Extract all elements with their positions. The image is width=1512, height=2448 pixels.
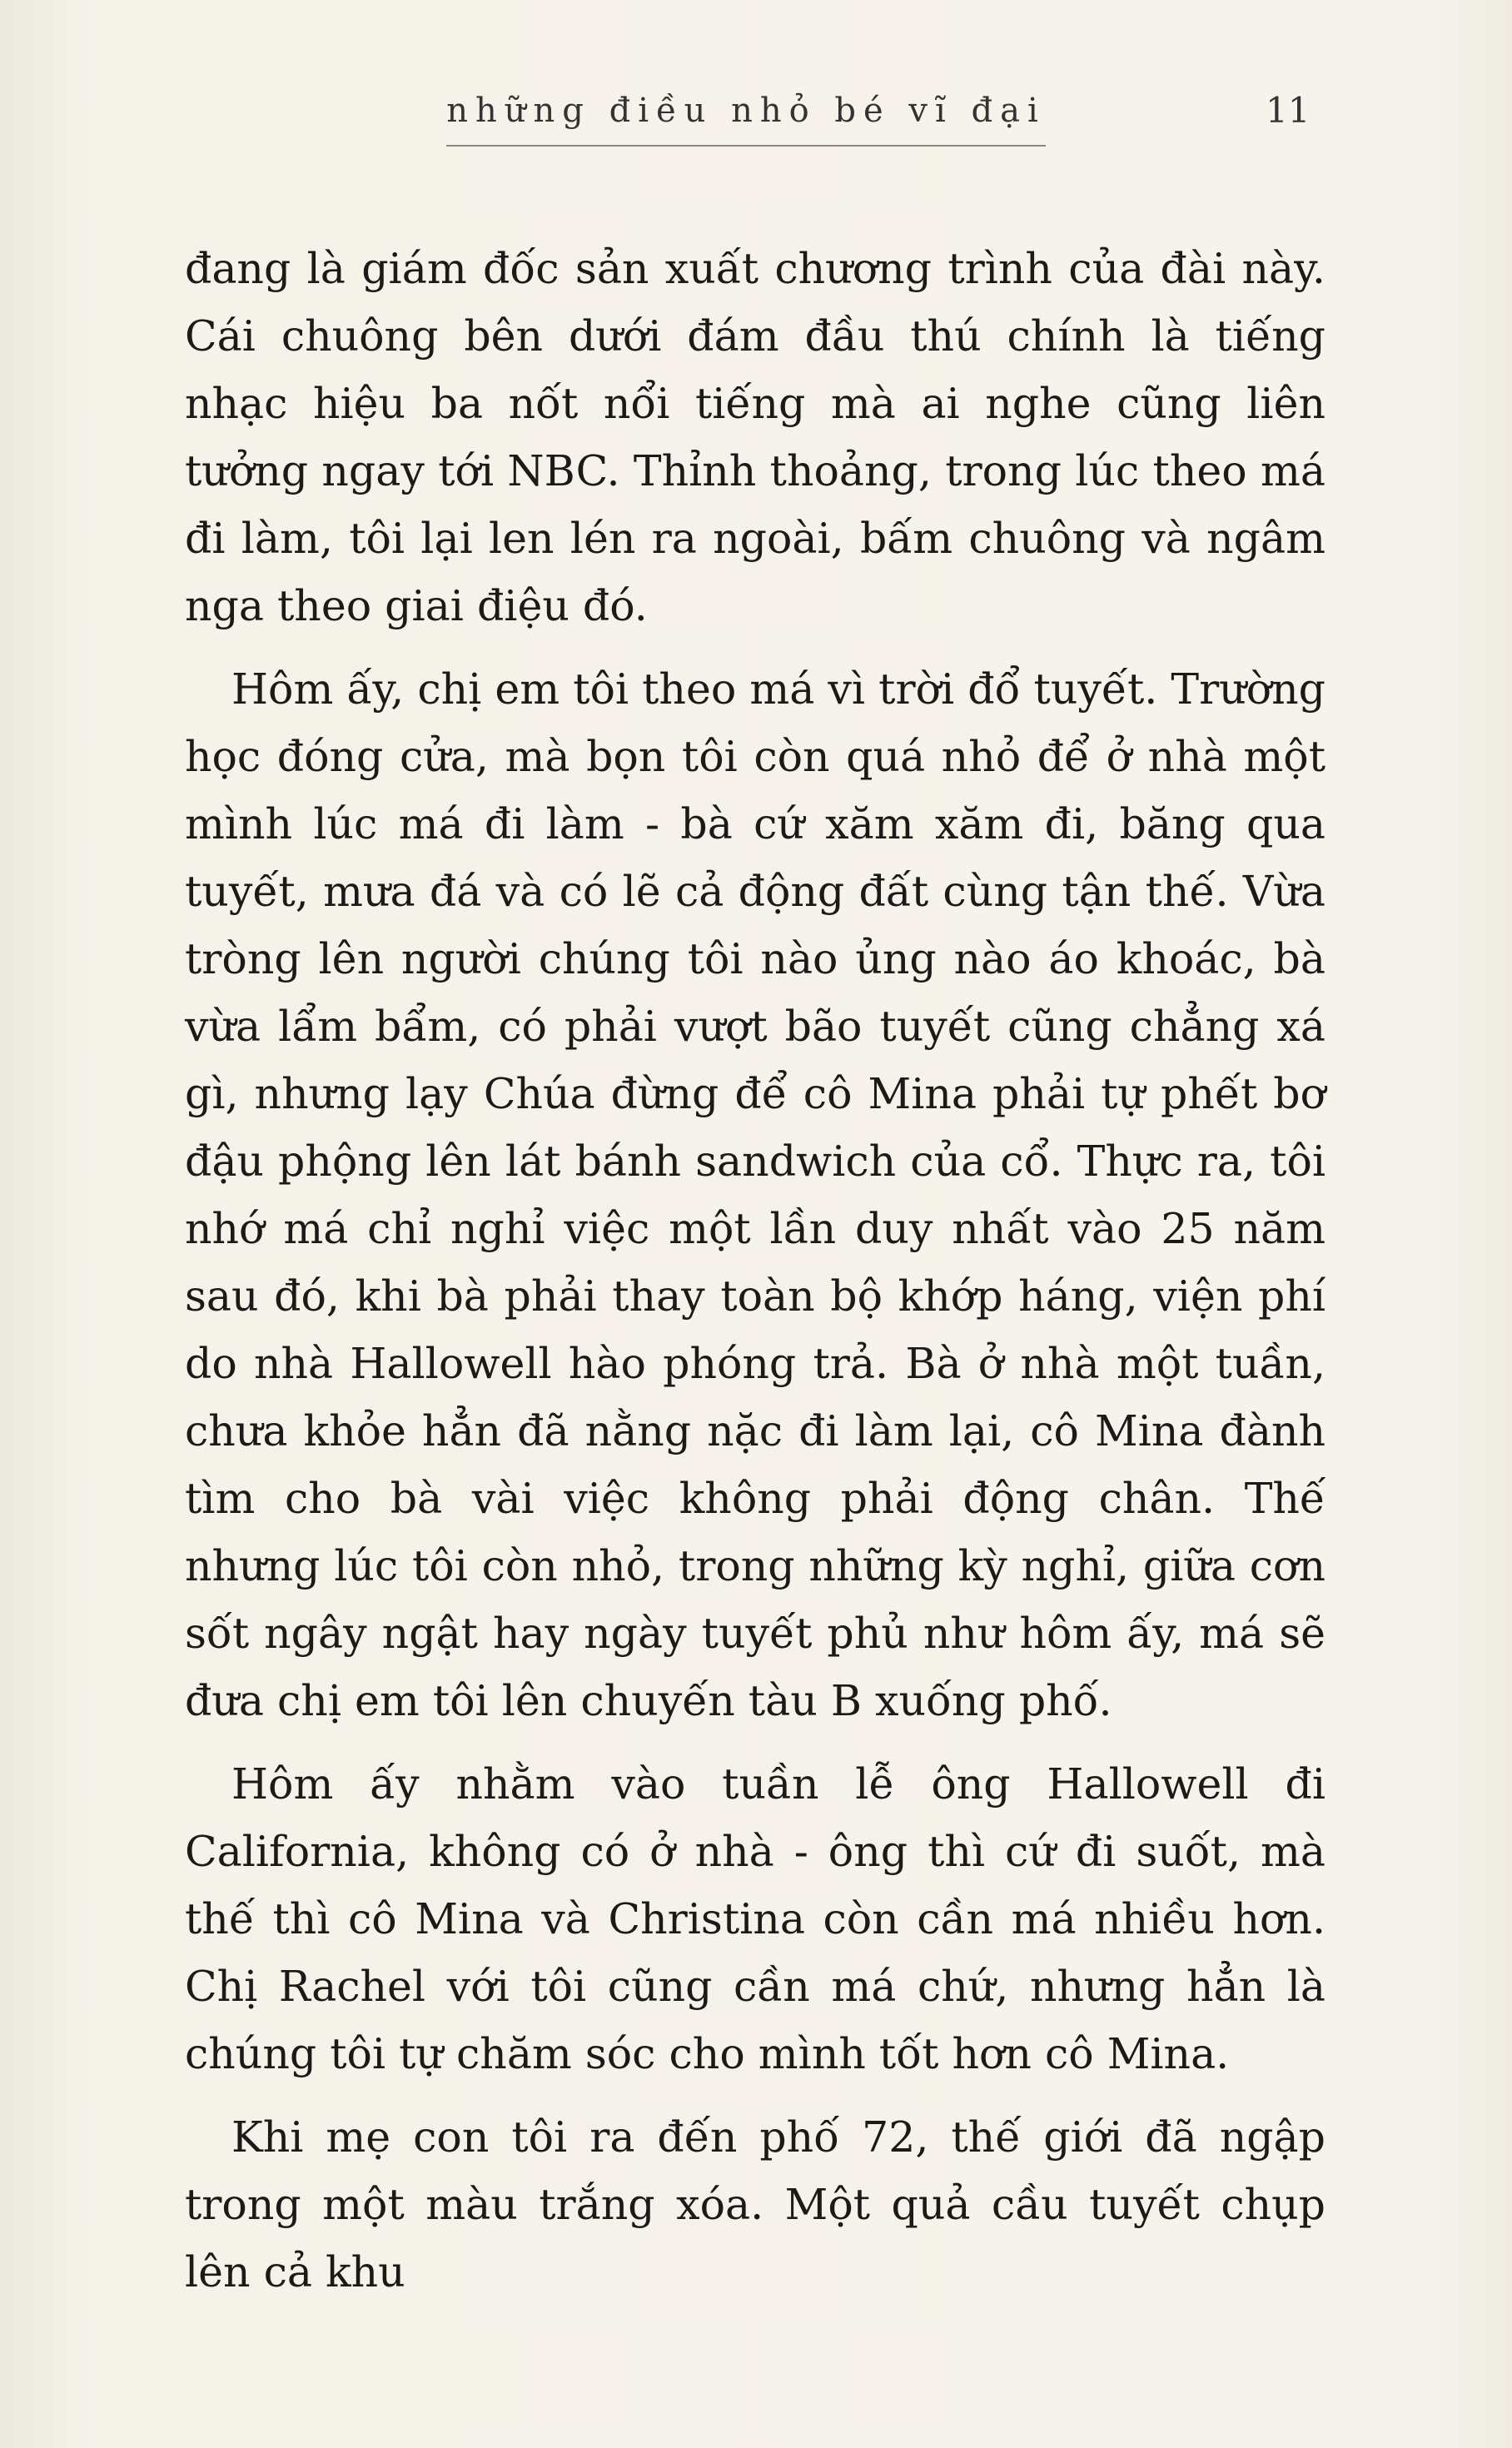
- paragraph-2: Hôm ấy, chị em tôi theo má vì trời đổ tuyết. Trường học đóng cửa, mà bọn tôi còn quá nhỏ để ở nhà một mình lúc má đi làm - bà cứ xăm xăm đi, băng qua tuyết, mưa đá và có lẽ cả động đất cùng tận thế. Vừa tròng lên người chúng tôi nào ủng nào áo khoác, bà vừa lẩm bẩm, có phải vượt bão tuyết cũng chẳng xá gì, nhưng lạy Chúa đừng để cô Mina phải tự phết bơ đậu phộng lên lát bánh sandwich của cổ. Thực ra, tôi nhớ má chỉ nghỉ việc một lần duy nhất vào 25 năm sau đó, khi bà phải thay toàn bộ khớp háng, viện phí do nhà Hallowell hào phóng trả. Bà ở nhà một tuần, chưa khỏe hẳn đã nằng nặc đi làm lại, cô Mina đành tìm cho bà vài việc không phải động chân. Thế nhưng lúc tôi còn nhỏ, trong những kỳ nghỉ, giữa cơn sốt ngây ngật hay ngày tuyết phủ như hôm ấy, má sẽ đưa chị em tôi lên chuyến tàu B xuống phố.: [185, 664, 1325, 1725]
- paragraph-1: đang là giám đốc sản xuất chương trình của đài này. Cái chuông bên dưới đám đầu thú chính là tiếng nhạc hiệu ba nốt nổi tiếng mà ai nghe cũng liên tưởng ngay tới NBC. Thỉnh thoảng, trong lúc theo má đi làm, tôi lại len lén ra ngoài, bấm chuông và ngâm nga theo giai điệu đó.: [185, 244, 1325, 630]
- header-rule: [446, 145, 1046, 147]
- running-head-title: những điều nhỏ bé vĩ đại: [446, 92, 1046, 130]
- body-text: [185, 235, 1325, 2306]
- page-number: 11: [1266, 90, 1311, 131]
- paragraph-4: Khi mẹ con tôi ra đến phố 72, thế giới đã ngập trong một màu trắng xóa. Một quả cầu tuyết chụp lên cả khu: [185, 2112, 1325, 2296]
- paragraph-3: Hôm ấy nhằm vào tuần lễ ông Hallowell đi California, không có ở nhà - ông thì cứ đi suốt, mà thế thì cô Mina và Christina còn cần má nhiều hơn. Chị Rachel với tôi cũng cần má chứ, nhưng hẳn là chúng tôi tự chăm sóc cho mình tốt hơn cô Mina.: [185, 1759, 1325, 2078]
